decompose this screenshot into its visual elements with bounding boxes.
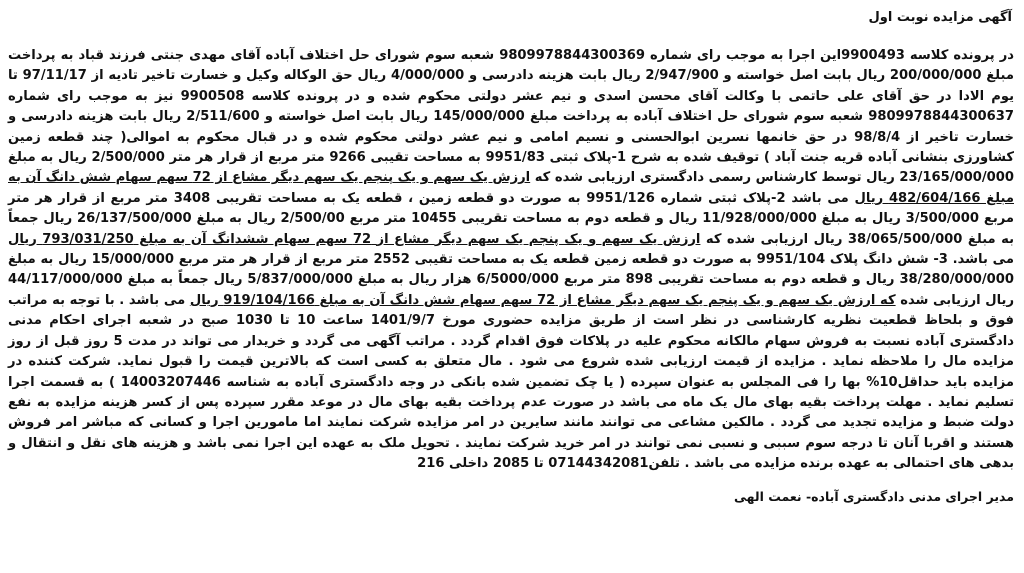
notice-segment: می باشد . با توجه به مراتب فوق و بلحاظ قطعیت نظریه کارشناسی در نظر است از طریق مزایده حضوری مورخ 1401/9/7 ساعت 10 تا 1030 صبح در شعبه اجرای احکام مدنی دادگستری آباده نسبت به فروش سهام مالکانه محکوم علیه در پلاکات فوق اقدام گردد . مراتب آگهی می گردد و خریدار می تواند در مدت 5 روز قبل از روز مزایده مال را ملاحظه نماید . مزایده از قیمت ارزیابی شده شروع می شود . مال متعلق به کسی است که بالاترین قیمت را قبول نماید. شرکت کننده در مزایده باید حداقل10% بها را فی المجلس به عنوان سپرده ( یا چک تضمین شده بانکی در وجه دادگستری آباده به شناسه 14003207446 ) به قسمت اجرا تسلیم نماید . مهلت پرداخت بقیه بهای مال یک ماه می باشد در صورت عدم پرداخت بقیه بهای مال در موعد مقرر سپرده پس از کسر هزینه مزایده به نفع دولت ضبط و مزایده تجدید می گردد . مالکین مشاعی می توانند مانند سایرین در امر مزایده شرکت نمایند اما مامورین اجرا و کسانی که مباشر امر فروش هستند و اقربا آنان تا درجه سوم سببی و نسبی نمی توانند در امر خرید شرکت نمایند . تحویل ملک به عهده این اجرا نمی باشد و هزینه های نقل و انتقال و بدهی های احتمالی به عهده برنده مزایده می باشد . تلفن07144342081 تا 2085 داخلی 216 [8, 292, 1014, 472]
signature-line: مدیر اجرای مدنی دادگستری آباده- نعمت الهی [734, 488, 1014, 504]
notice-title: آگهی مزایده نوبت اول [868, 10, 1012, 25]
notice-segment: می باشد. 3- شش دانگ پلاک 9951/104 به صورت دو قطعه زمین قطعه یک به مساحت تقیبی 2552 متر مربع از قرار هر متر مربع 15/000/000 ریال به مبلغ 38/280/000/000 ریال و قطعه دوم به مساحت تقریبی 898 متر مربع 6/5000/000 هزار ریال به مبلغ 5/837/000/000 ریال جمعاً به مبلغ 44/117/000/000 ریال ارزیابی شده [8, 252, 1015, 308]
notice-body [8, 46, 1014, 475]
notice-segment: می باشد 2-پلاک ثبتی شماره 9951/126 به صورت دو قطعه زمین ، قطعه یک به مساحت تقریبی 3408 متر مربع از قرار هر متر مربع 3/500/000 ریال به مبلغ 11/928/000/000 ریال و قطعه دوم به مساحت تقریبی 10455 متر مربع 2/500/00 ریال به مبلغ 26/137/500/000 ریال جمعاً به مبلغ 38/065/500/000 ریال ارزیابی شده که [8, 190, 1015, 247]
notice-segment: در پرونده کلاسه 9900493این اجرا به موجب رای شماره 9809978844300369 شعبه سوم شورای حل اختلاف آباده آقای مهدی جنتی فرزند قباد به پرداخت مبلغ 200/000/000 ریال بابت اصل خواسته و 2/947/900 ریال بابت هزینه دادرسی و 4/000/000 ریال حق الوکاله وکیل و خسارت تاخیر تادیه از 97/11/17 تا یوم الادا در حق آقای علی حاتمی با وکالت آقای محسن اسدی و نیم عشر دولتی محکوم شده و در پرونده کلاسه 9900508 نیز به موجب رای شماره 9809978844300637 شعبه سوم شورای حل اختلاف آباده به پرداخت مبلغ 145/000/000 ریال بابت اصل خواسته و 2/511/600 ریال بابت هزینه دادرسی و خسارت تاخیر از 98/8/4 در حق خانمها نسرین ابوالحسنی و نسیم امامی و نیم عشر دولتی محکوم شده و در قبال محکوم به اموالی( چند قطعه زمین کشاورزی بنشانی آباده قریه جنت آباد ) توقیف شده به شرح 1-پلاک ثبتی 9951/83 به مساحت تقیبی 9266 متر مربع از قرار هر متر 2/500/000 ریال به مبلغ 23/165/000/000 ریال توسط کارشناس رسمی دادگستری ارزیابی شده که [8, 48, 1015, 186]
share-valuation-3: که ارزش یک سهم و یک پنجم یک سهم دیگر مشاع از 72 سهم سهام شش دانگ آن به مبلغ 919/104/166 ریال [189, 292, 896, 308]
share-valuation-1: ارزش یک سهم و یک پنجم یک سهم دیگر مشاع از 72 سهم سهام شش دانگ آن به مبلغ 482/604/166 ریال [8, 170, 1014, 206]
share-valuation-2: ارزش یک سهم و یک پنجم یک سهم دیگر مشاع از 72 سهم سهام ششدانگ آن به مبلغ 793/031/250 ریال [8, 231, 701, 247]
